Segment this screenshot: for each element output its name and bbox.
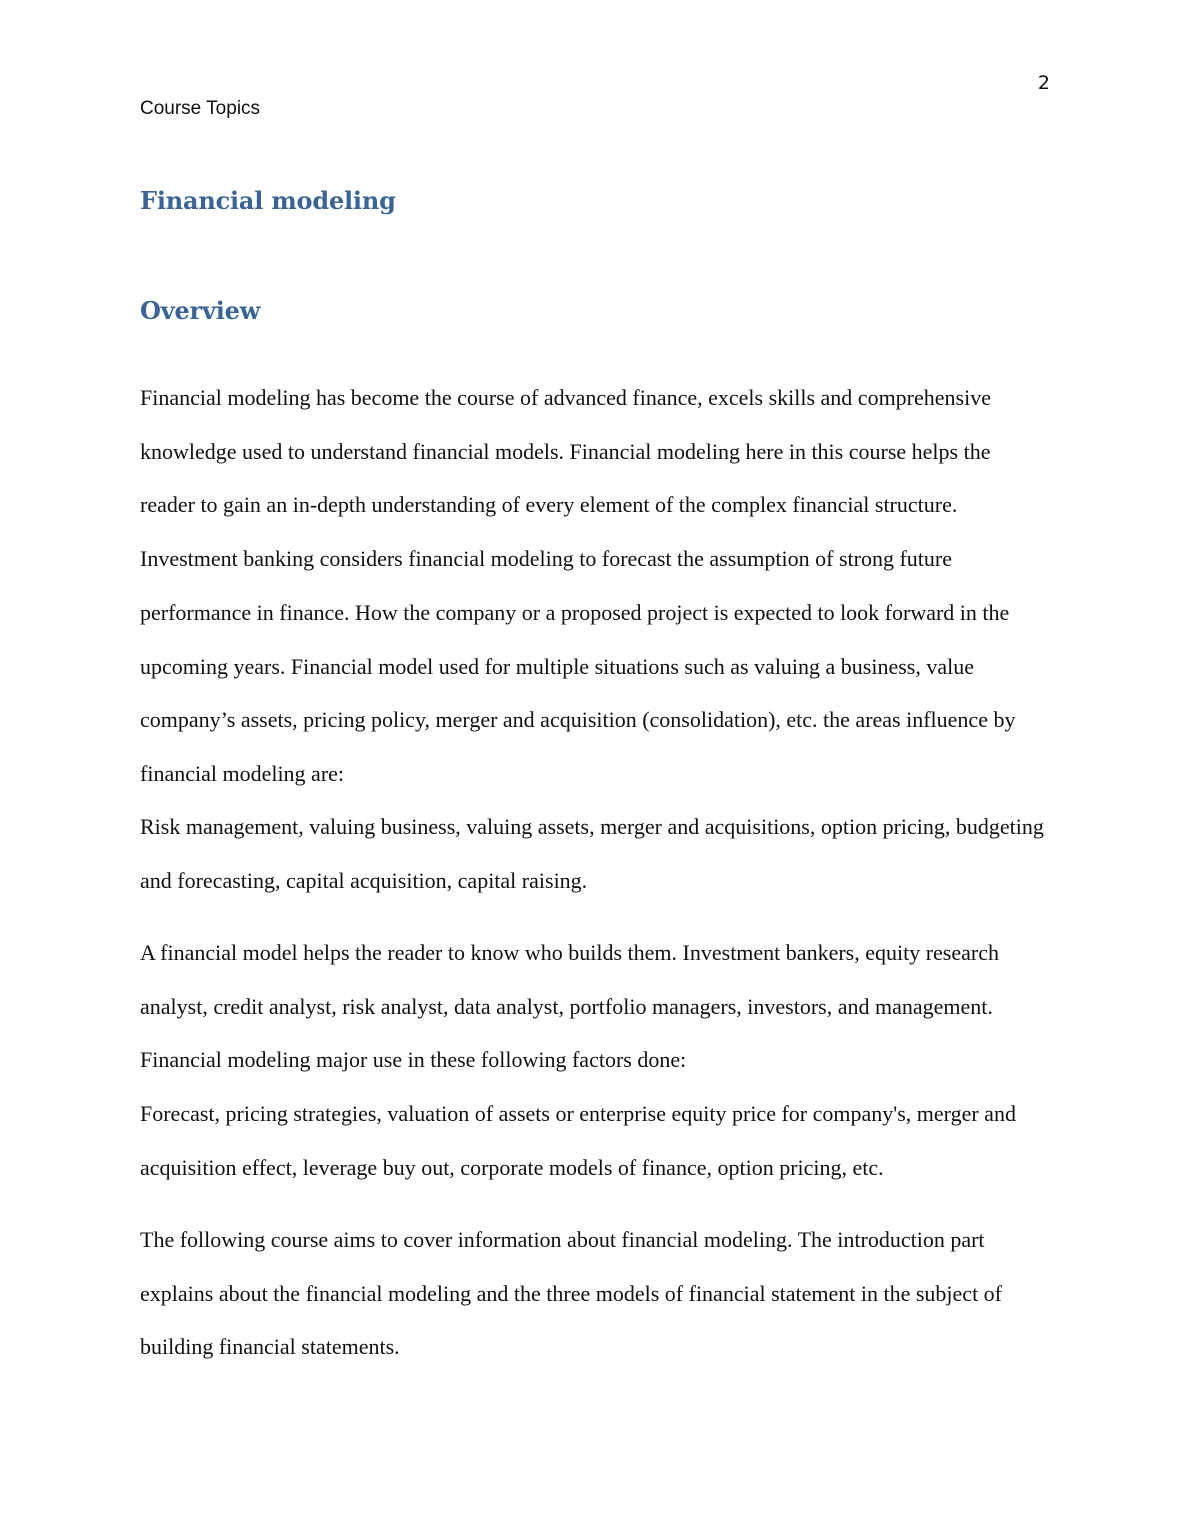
document-title: Financial modeling: [140, 186, 396, 215]
paragraph: A financial model helps the reader to know who builds them. Investment bankers, equity research analyst, credit analyst, risk analyst, data analyst, portfolio managers, investors, and management. Financial modeling major use in these following factors done:: [140, 940, 999, 1073]
paragraph: Forecast, pricing strategies, valuation of assets or enterprise equity price for company's, merger and acquisition effect, leverage buy out, corporate models of finance, option pricing, etc.: [140, 1101, 1016, 1180]
paragraph: The following course aims to cover information about financial modeling. The introduction part explains about the financial modeling and the three models of financial statement in the subject of building financial statements.: [140, 1227, 1003, 1360]
paragraph: Financial modeling has become the course of advanced finance, excels skills and comprehensive knowledge used to understand financial models. Financial modeling here in this course helps the reader to gain an in-depth understanding of every element of the complex financial structure. Investment banking considers financial modeling to forecast the assumption of strong future performance in finance. How the company or a proposed project is expected to look forward in the upcoming years. Financial model used for multiple situations such as valuing a business, value company’s assets, pricing policy, merger and acquisition (consolidation), etc. the areas influence by financial modeling are:: [140, 385, 1016, 786]
page-number: 2: [1037, 72, 1050, 94]
paragraph: Risk management, valuing business, valuing assets, merger and acquisitions, option pricing, budgeting and forecasting, capital acquisition, capital raising.: [140, 814, 1044, 893]
running-head: Course Topics: [140, 98, 261, 119]
section-heading-overview: Overview: [140, 296, 261, 325]
